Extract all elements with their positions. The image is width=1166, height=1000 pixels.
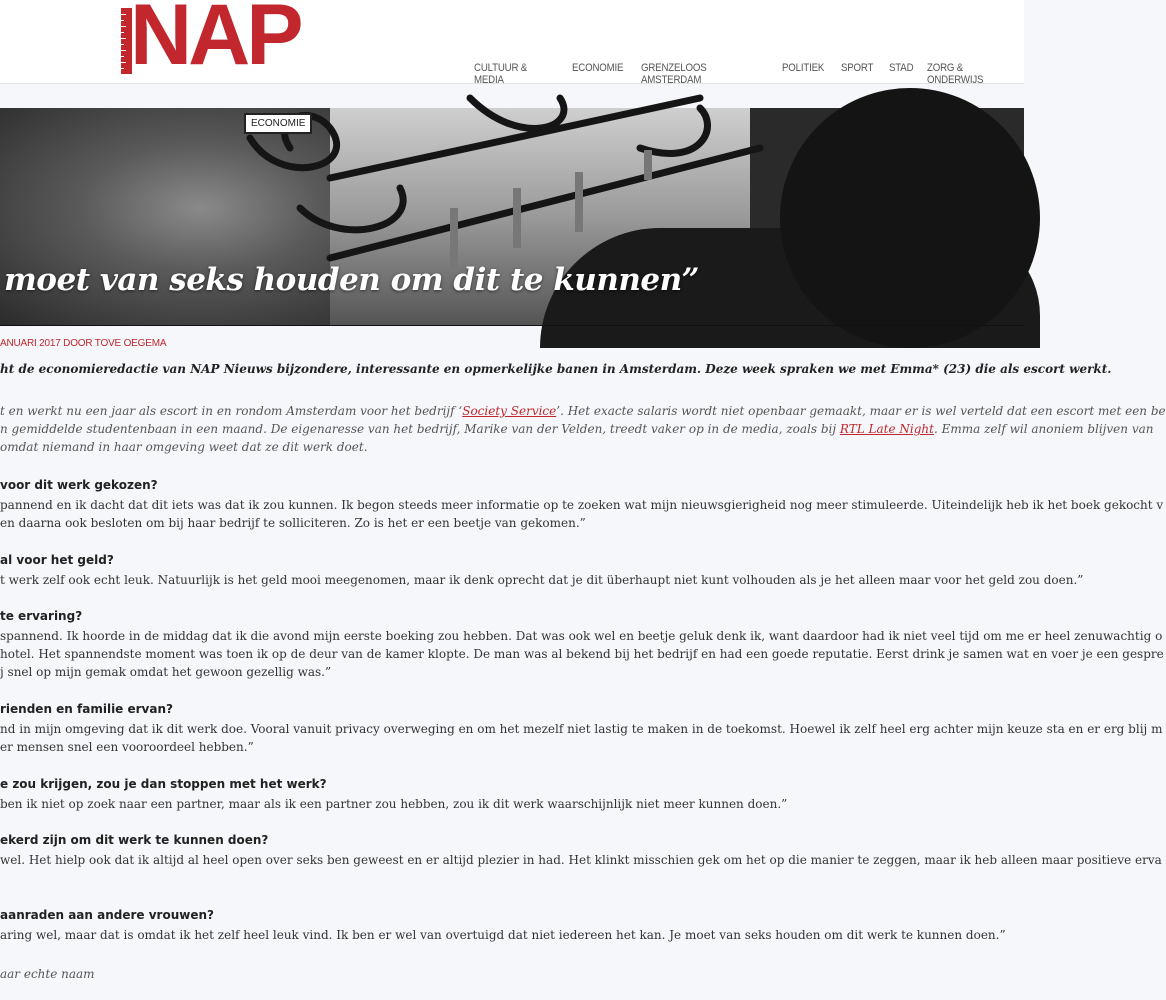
answer-text: t werk zelf ook echt leuk. Natuurlijk is het geld mooi meegenomen, maar ik denk oprecht dat je dit überhaupt niet kunt volhouden als je het alleen maar voor het geld zou doen.” bbox=[0, 573, 1084, 587]
question-heading: aanraden aan andere vrouwen? bbox=[0, 908, 214, 922]
nav-politiek[interactable]: POLITIEK bbox=[782, 62, 825, 74]
hero-divider bbox=[0, 325, 1024, 326]
site-header bbox=[0, 0, 1024, 84]
question-heading: te ervaring? bbox=[0, 609, 83, 623]
answer-text: ben ik niet op zoek naar een partner, maar als ik een partner zou hebben, zou ik dit werk waarschijnlijk niet meer kunnen doen.” bbox=[0, 797, 788, 811]
footnote: aar echte naam bbox=[0, 967, 95, 981]
article-paragraph: t en werkt nu een jaar als escort in en rondom Amsterdam voor het bedrijf ‘Society Service’. Het exacte salaris wordt niet openbaar gemaakt, maar er is wel verteld dat een escort met een be n gemiddelde studentenbaan in een maand. De eigenaresse van het bedrijf, Marike van der Velden, treedt vaker op in de media, zoals bij RTL Late Night. Emma zelf wil anoniem blijven van omdat niemand in haar omgeving weet dat ze dit werk doet. bbox=[0, 404, 1166, 454]
article-intro: ht de economieredactie van NAP Nieuws bijzondere, interessante en opmerkelijke banen in Amsterdam. Deze week spraken we met Emma* (23) die als escort werkt. bbox=[0, 362, 1112, 376]
logo-text: NAP bbox=[130, 0, 300, 83]
main-nav bbox=[474, 62, 1024, 86]
article-meta: ANUARI 2017 DOOR TOVE OEGEMA bbox=[0, 338, 167, 349]
question-heading: ekerd zijn om dit werk te kunnen doen? bbox=[0, 833, 269, 847]
answer-text: pannend en ik dacht dat dit iets was dat ik zou kunnen. Ik begon steeds meer informatie op te zoeken wat mijn nieuwsgierigheid nog meer stimuleerde. Uiteindelijk heb ik het boek gekocht v en daarna ook besloten om bij haar bedrijf te solliciteren. Zo is het er een beetje van gekomen.” bbox=[0, 498, 1164, 530]
category-badge[interactable]: ECONOMIE bbox=[244, 113, 312, 134]
nav-stad[interactable]: STAD bbox=[888, 62, 914, 74]
answer-text: wel. Het hielp ook dat ik altijd al heel open over seks ben geweest en er altijd plezier in had. Het klinkt misschien gek om het op die manier te zeggen, maar ik heb alleen maar positieve erva bbox=[0, 853, 1162, 867]
answer-text: spannend. Ik hoorde in de middag dat ik die avond mijn eerste boeking zou hebben. Dat was ook wel en beetje geluk denk ik, want daardoor had ik niet veel tijd om me er heel zenuwachtig o hotel. Het spannendste moment was toen ik op de deur van de kamer klopte. De man was al bekend bij het bedrijf en had een goede reputatie. Eerst drink je samen wat en voer je een gespre j snel op mijn gemak omdat het gewoon gezellig was.” bbox=[0, 629, 1164, 679]
society-service-link[interactable]: Society Service bbox=[462, 404, 557, 418]
nav-grenzeloos-amsterdam[interactable]: GRENZELOOS AMSTERDAM bbox=[641, 62, 707, 86]
rtl-late-night-link[interactable]: RTL Late Night bbox=[839, 422, 934, 436]
article-title: moet van seks houden om dit te kunnen” bbox=[4, 262, 699, 298]
question-heading: e zou krijgen, zou je dan stoppen met het werk? bbox=[0, 777, 327, 791]
article-body bbox=[0, 362, 1166, 1000]
site-logo[interactable] bbox=[121, 0, 321, 83]
nav-economie[interactable]: ECONOMIE bbox=[571, 62, 624, 74]
nav-sport[interactable]: SPORT bbox=[841, 62, 874, 74]
answer-text: aring wel, maar dat is omdat ik het zelf heel leuk vind. Ik ben er wel van overtuigd dat niet iedereen het kan. Je moet van seks houden om dit werk te kunnen doen.” bbox=[0, 928, 1006, 942]
nav-zorg-onderwijs[interactable]: ZORG & ONDERWIJS bbox=[927, 62, 984, 86]
question-heading: rienden en familie ervan? bbox=[0, 702, 173, 716]
question-heading: al voor het geld? bbox=[0, 553, 114, 567]
nav-cultuur-media[interactable]: CULTUUR & MEDIA bbox=[474, 62, 528, 86]
answer-text: nd in mijn omgeving dat ik dit werk doe. Vooral vanuit privacy overweging en om het mezelf niet lastig te maken in de toekomst. Hoewel ik zelf heel erg achter mijn keuze sta en er erg blij m er mensen snel een vooroordeel hebben.” bbox=[0, 722, 1163, 754]
question-heading: voor dit werk gekozen? bbox=[0, 478, 158, 492]
